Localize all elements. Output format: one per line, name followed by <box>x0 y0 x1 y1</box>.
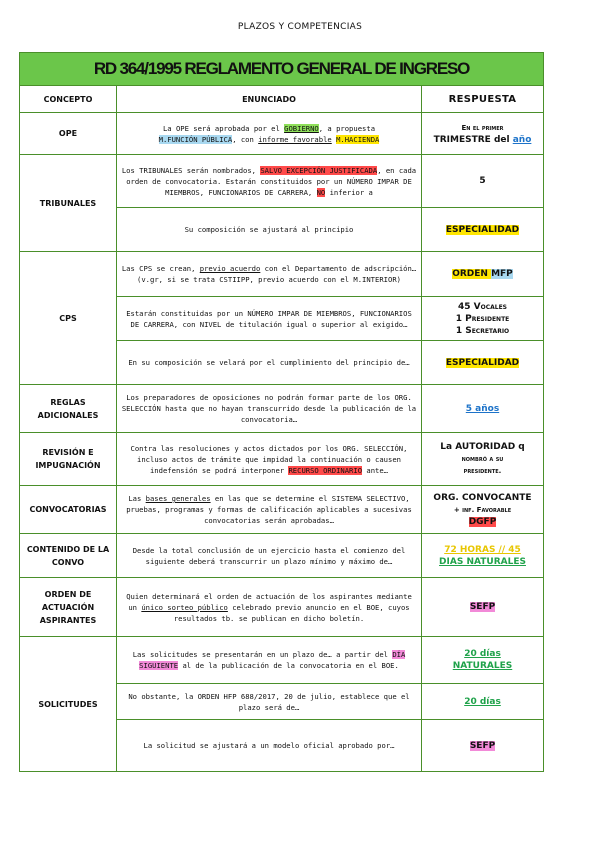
text: , en cada orden de convocatoria. Estarán constituidos por un NÚMERO IMPAR DE MIEMBROS, FUNCIONARIOS DE CARRERA, <box>126 165 417 197</box>
answer-revision <box>422 433 544 486</box>
concept-reglas: REGLAS ADICIONALES <box>20 385 117 433</box>
table-row <box>20 637 544 684</box>
concept-ope: OPE <box>20 113 117 155</box>
table-row <box>20 578 544 637</box>
text: ORG. CONVOCANTE <box>433 492 532 503</box>
answer-tribunales-1: 5 <box>422 155 544 208</box>
col-header-statement: ENUNCIADO <box>117 86 422 113</box>
table-row <box>20 385 544 433</box>
highlight: ESPECIALIDAD <box>445 224 520 235</box>
statement-contenido: Desde la total conclusión de un ejercicio hasta el comienzo del siguiente deberá transcurrir un plazo mínimo y máximo de… <box>117 534 422 578</box>
highlight: M.HACIENDA <box>336 134 380 144</box>
table-row <box>20 534 544 578</box>
concept-convocatorias: CONVOCATORIAS <box>20 486 117 534</box>
answer-cps-3 <box>422 341 544 385</box>
text: nombró a su <box>461 455 504 463</box>
text: , con <box>232 134 259 144</box>
highlight: SEFP <box>469 602 496 612</box>
statement-reglas: Los preparadores de oposiciones no podrán formar parte de los ORG. SELECCIÓN hasta que no hayan transcurrido desde la publicación de la convocatoria… <box>117 385 422 433</box>
table-row <box>20 252 544 297</box>
text: 72 HORAS // 45 <box>444 544 521 555</box>
text: 1 Presidente <box>455 313 510 324</box>
answer-convocatorias <box>422 486 544 534</box>
text: 45 Vocales <box>457 301 507 312</box>
underlined-text: bases generales <box>145 494 211 503</box>
highlight: SALVO EXCEPCIÓN JUSTIFICADA <box>260 165 378 175</box>
answer-reglas <box>422 385 544 433</box>
text: Las solicitudes se presentarán en un plazo de… a partir del <box>132 650 393 659</box>
table-title: RD 364/1995 REGLAMENTO GENERAL DE INGRESO <box>20 53 544 86</box>
highlight: M.FUNCIÓN PÚBLICA <box>158 134 233 144</box>
highlight: NO <box>316 187 326 197</box>
text: Contra las resoluciones y actos dictados por los ORG. SELECCIÓN, incluso actos de trámite que impidad la continuación o causen indefensión se podrá interponer <box>130 443 408 475</box>
text: DIAS NATURALES <box>439 556 526 567</box>
statement-cps-2: Estarán constituidas por un NÚMERO IMPAR DE MIEMBROS, FUNCIONARIOS DE CARRERA, con NIVEL de titulación igual o superior al exigido… <box>117 297 422 341</box>
table-row <box>20 486 544 534</box>
answer-contenido <box>422 534 544 578</box>
text: TRIMESTRE del <box>433 134 513 145</box>
table-row <box>20 155 544 208</box>
underlined-text: único sorteo público <box>141 602 228 612</box>
statement-solicitudes-2: No obstante, la ORDEN HFP 688/2017, 20 de julio, establece que el plazo será de… <box>117 684 422 720</box>
highlight: MFP <box>491 269 513 279</box>
concept-orden <box>20 578 117 637</box>
answer-tribunales-2 <box>422 208 544 252</box>
header-row <box>20 86 544 113</box>
statement-orden <box>117 578 422 637</box>
highlight: GOBIERNO <box>284 123 319 133</box>
answer-cps-2 <box>422 297 544 341</box>
text: Los TRIBUNALES serán nombrados, <box>121 165 261 175</box>
text: REVISIÓN E <box>42 448 94 457</box>
text: ASPIRANTES <box>39 615 97 625</box>
concept-cps: CPS <box>20 252 117 385</box>
underlined-text: informe favorable <box>258 134 332 144</box>
statement-cps-1 <box>117 252 422 297</box>
text: celebrado previo anuncio en el BOE, cuyos resultados tb. se publican en dicho boletín. <box>173 602 410 623</box>
highlight: DÍA SIGUIENTE <box>139 650 406 670</box>
answer-solicitudes-3 <box>422 720 544 772</box>
text: , a propuesta <box>318 123 376 133</box>
text: inferior a <box>325 187 373 197</box>
table-title-row <box>20 53 544 86</box>
regulation-table <box>19 52 544 772</box>
col-header-concept: CONCEPTO <box>20 86 117 113</box>
statement-tribunales-2: Su composición se ajustará al principio <box>117 208 422 252</box>
text: ORDEN DE <box>44 589 92 599</box>
page-header: PLAZOS Y COMPETENCIAS <box>237 22 363 32</box>
underlined-text: previo acuerdo <box>199 264 261 273</box>
statement-solicitudes-1 <box>117 637 422 684</box>
text: en las que se determine el SISTEMA SELECTIVO, pruebas, programas y formas de calificación aplicables a sucesivas convocatorias serán aprobadas… <box>126 494 412 525</box>
table-row <box>20 113 544 155</box>
text: La AUTORIDAD q <box>440 442 525 452</box>
text: La OPE será aprobada por el <box>162 123 285 133</box>
text: + inf. Favorable <box>453 505 512 514</box>
text: IMPUGNACIÓN <box>35 461 101 470</box>
concept-revision <box>20 433 117 486</box>
text: CONTENIDO DE LA <box>26 544 110 554</box>
text: ante… <box>362 465 389 475</box>
answer-solicitudes-2 <box>422 684 544 720</box>
answer-solicitudes-1 <box>422 637 544 684</box>
link-text: año <box>512 134 532 145</box>
text: ACTUACIÓN <box>41 602 95 612</box>
answer-cps-1 <box>422 252 544 297</box>
concept-tribunales: TRIBUNALES <box>20 155 117 252</box>
statement-revision <box>117 433 422 486</box>
text: Las <box>128 494 146 503</box>
statement-tribunales-1 <box>117 155 422 208</box>
text: presidente. <box>463 467 502 475</box>
highlight: ORDEN <box>452 269 492 279</box>
text: 1 Secretario <box>455 325 510 336</box>
text: CONVO <box>51 557 85 567</box>
table-row <box>20 433 544 486</box>
text: En el primer <box>461 123 504 132</box>
concept-solicitudes: SOLICITUDES <box>20 637 117 772</box>
statement-solicitudes-3: La solicitud se ajustará a un modelo oficial aprobado por… <box>117 720 422 772</box>
concept-contenido <box>20 534 117 578</box>
highlight: ESPECIALIDAD <box>445 357 520 368</box>
highlight: SEFP <box>469 740 496 751</box>
answer-orden <box>422 578 544 637</box>
col-header-answer: RESPUESTA <box>422 86 544 113</box>
statement-convocatorias <box>117 486 422 534</box>
text: NATURALES <box>452 661 513 671</box>
text: Quien determinará el orden de actuación de los aspirantes mediante un <box>126 591 412 612</box>
text: con el Departamento de adscripción… (v.gr, si se trata CSTIIPP, previo acuerdo con el M.INTERIOR) <box>137 264 417 284</box>
text: 20 días <box>464 649 501 659</box>
statement-cps-3: En su composición se velará por el cumplimiento del principio de… <box>117 341 422 385</box>
highlight: DGFP <box>468 516 497 527</box>
text: al de la publicación de la convocatoria en el BOE. <box>178 661 399 670</box>
text: 20 días <box>464 696 501 707</box>
text: Las CPS se crean, <box>121 264 200 273</box>
statement-ope <box>117 113 422 155</box>
highlight: RECURSO ORDINARIO <box>288 465 363 475</box>
link-text: 5 años <box>465 403 500 414</box>
answer-ope <box>422 113 544 155</box>
